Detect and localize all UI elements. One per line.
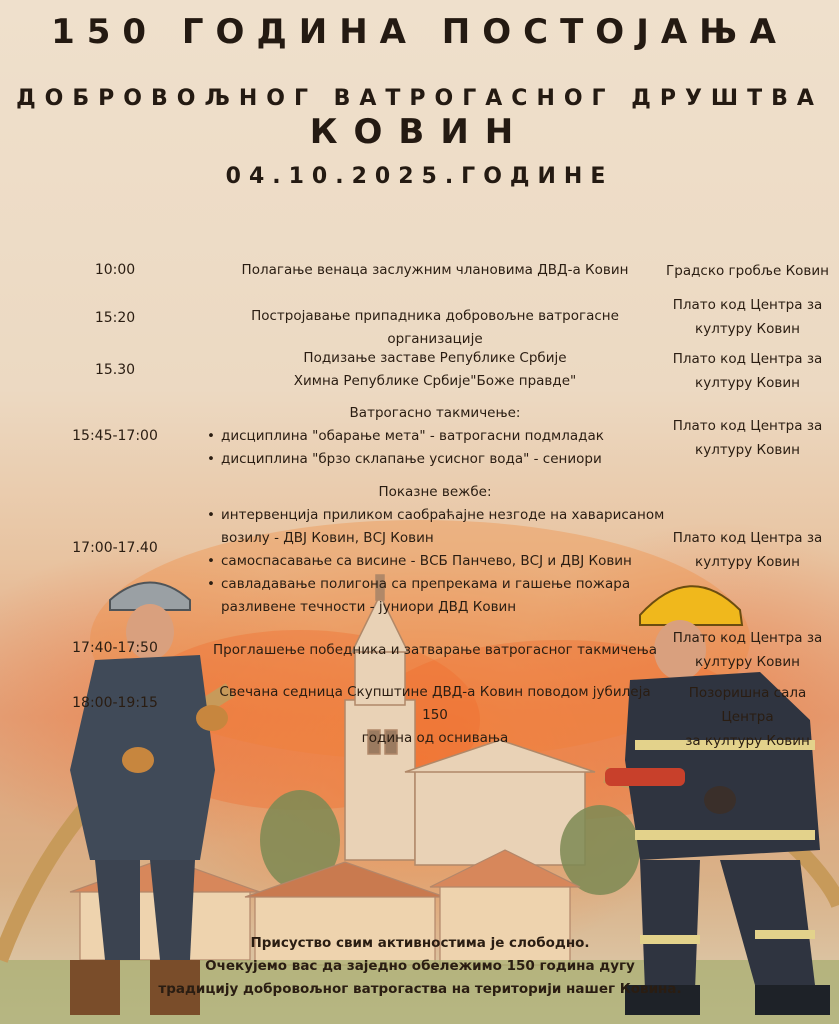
list-item: • самоспасавање са висине - ВСБ Панчево, ВСЈ и ДВЈ Ковин bbox=[205, 550, 665, 573]
schedule-time: 17:00-17.40 bbox=[72, 540, 158, 556]
schedule-time: 17:40-17:50 bbox=[72, 640, 158, 656]
schedule-time: 15:45-17:00 bbox=[72, 428, 158, 444]
schedule-location: Плато код Центра за културу Ковин bbox=[672, 530, 823, 570]
schedule-event: Проглашење победника и затварање ватрогасног такмичења bbox=[212, 642, 658, 658]
schedule-time: 18:00-19:15 bbox=[72, 695, 158, 711]
list-item: • интервенција приликом саобраћајне незгоде на хаварисаном возилу - ДВЈ Ковин, ВСЈ Ковин bbox=[205, 504, 665, 550]
schedule-location: Плато код Центра за културу Ковин bbox=[672, 297, 823, 337]
schedule-location: Плато код Центра за културу Ковин bbox=[672, 630, 823, 670]
schedule-location: Плато код Центра за културу Ковин bbox=[672, 418, 823, 458]
schedule-event: Ватрогасно такмичење: • дисциплина "обарање мета" - ватрогасни подмладак • дисциплина "брзо склапање усисног вода" - сениори bbox=[205, 402, 665, 471]
footer-note: Присуство свим активностима је слободно. Очекујемо вас да заједно обележимо 150 година дугу традицију добровољног ватрогаства на територији нашег Ковина. bbox=[158, 935, 682, 997]
schedule-time: 10:00 bbox=[94, 262, 136, 278]
schedule-location: Позоришна сала Центра за културу Ковин bbox=[685, 685, 810, 749]
schedule-event: Постројавање припадника добровољне ватрогасне организације bbox=[251, 308, 619, 347]
schedule-time: 15:20 bbox=[94, 310, 136, 326]
schedule-event: Свечана седница Скупштине ДВД-а Ковин поводом јубилеја 150 година од оснивања bbox=[219, 684, 651, 746]
poster-subtitle: ДОБРОВОЉНОГ ВАТРОГАСНОГ ДРУШТВА bbox=[16, 86, 823, 111]
schedule-event: Показне вежбе: • интервенција приликом саобраћајне незгоде на хаварисаном возилу - ДВЈ Ковин, ВСЈ Ковин • самоспасавање са висине - ВСБ Панчево, ВСЈ и ДВЈ Ковин • савладавање полигона са препрекама и гашење пожара разливене течности - јуниори ДВД Ковин bbox=[205, 481, 665, 619]
schedule-location: Плато код Центра за културу Ковин bbox=[672, 351, 823, 391]
list-item: • савладавање полигона са препрекама и гашење пожара разливене течности - јуниори ДВД Ковин bbox=[205, 573, 665, 619]
list-item: • дисциплина "брзо склапање усисног вода" - сениори bbox=[205, 448, 665, 471]
list-item: • дисциплина "обарање мета" - ватрогасни подмладак bbox=[205, 425, 665, 448]
poster-date: 04.10.2025.ГОДИНЕ bbox=[225, 164, 614, 189]
poster-title: 150 ГОДИНА ПОСТОЈАЊА bbox=[51, 12, 788, 52]
poster-place: КОВИН bbox=[309, 112, 530, 152]
schedule-event: Полагање венаца заслужним члановима ДВД-а Ковин bbox=[241, 262, 629, 278]
schedule-event: Подизање заставе Републике Србије Химна Републике Србије"Боже правде" bbox=[293, 350, 577, 389]
schedule-time: 15.30 bbox=[94, 362, 136, 378]
schedule-location: Градско гробље Ковин bbox=[666, 263, 829, 279]
